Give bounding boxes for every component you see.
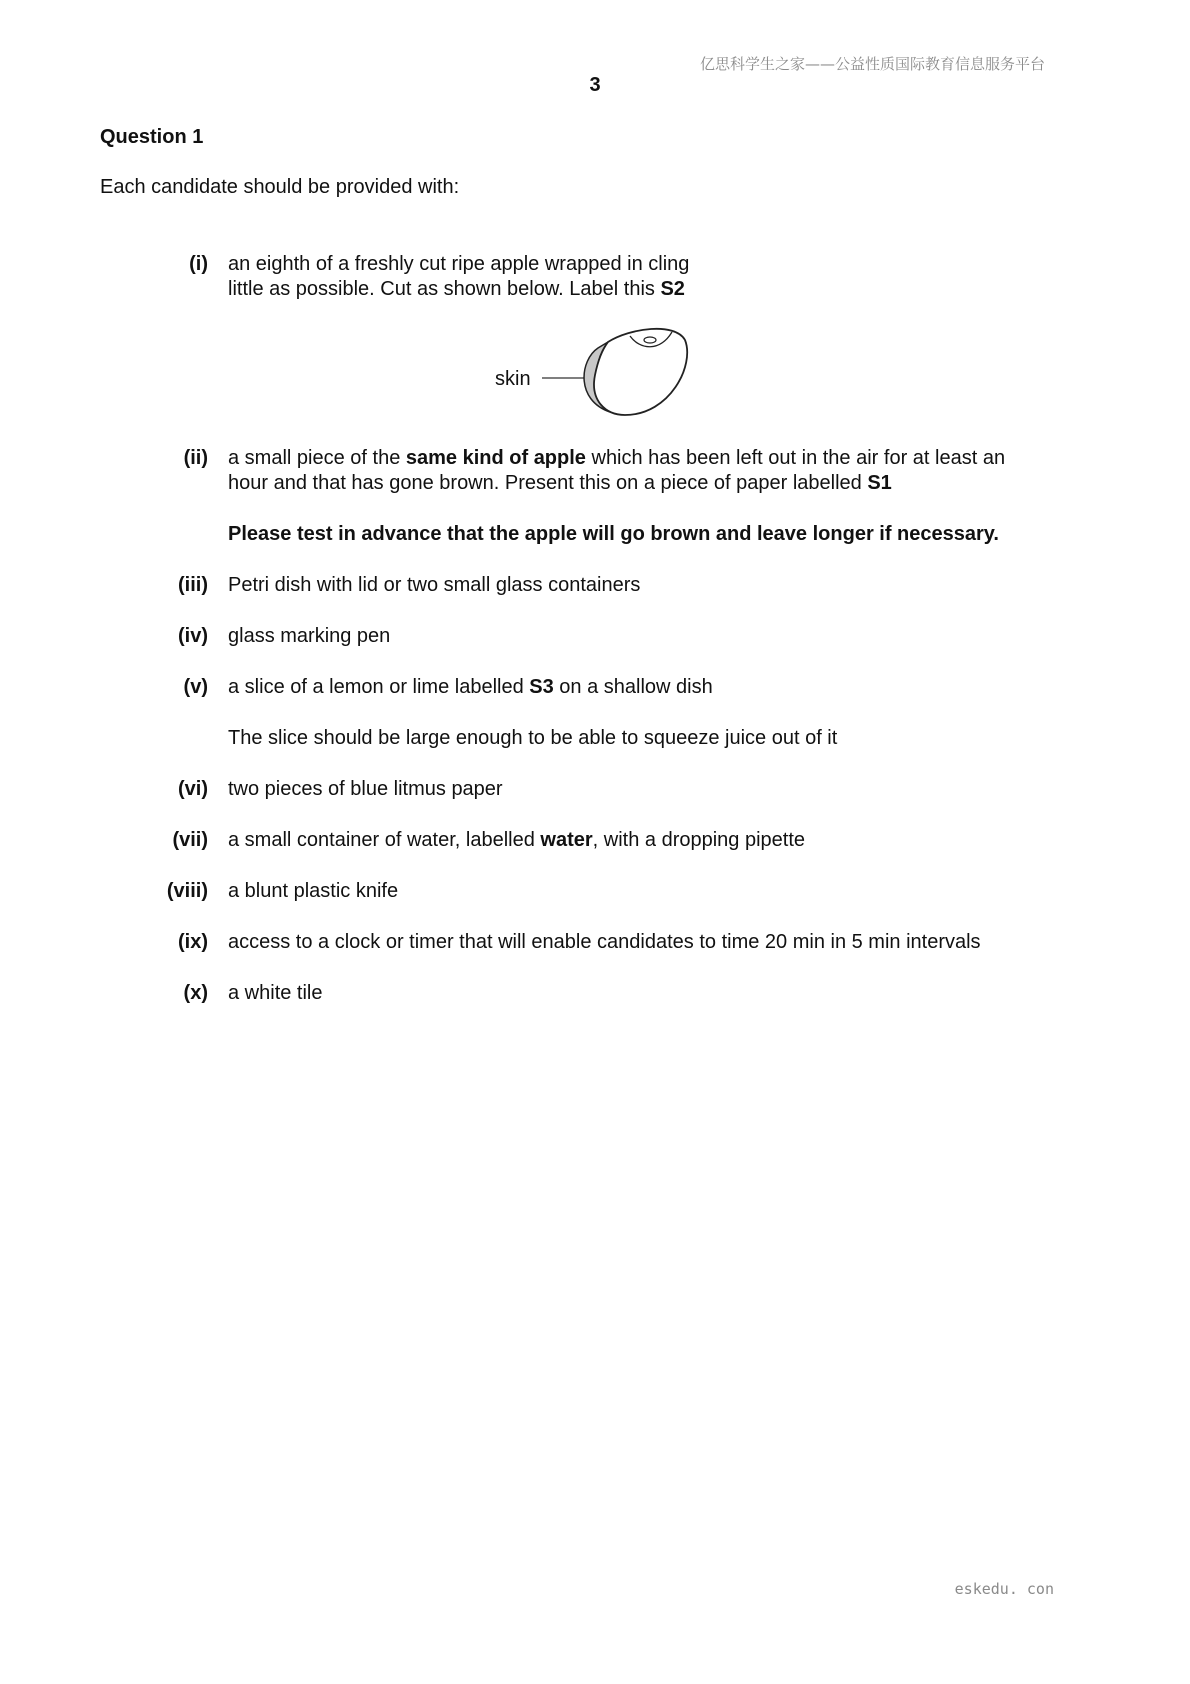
item-text-part: a small container of water, labelled	[228, 829, 541, 851]
page-number: 3	[589, 74, 601, 96]
item-text-bold: S2	[660, 278, 685, 300]
question-intro: Each candidate should be provided with:	[100, 176, 460, 198]
item-text: access to a clock or timer that will enable candidates to time 20 min in 5 min intervals	[228, 931, 981, 953]
item-number: (i)	[189, 253, 208, 275]
item-text	[228, 277, 1108, 302]
item-note: Please test in advance that the apple will go brown and leave longer if necessary.	[228, 523, 999, 545]
item-text-part: , with a dropping pipette	[592, 829, 806, 851]
item-number: (ix)	[178, 931, 208, 953]
item-text	[228, 471, 1108, 496]
list-item	[228, 252, 1108, 302]
item-text	[228, 675, 1108, 700]
item-text-part: a slice of a lemon or lime labelled	[228, 676, 530, 698]
item-text-part: on a shallow dish	[553, 676, 713, 698]
item-text-part: hour and that has gone brown. Present this on a piece of paper labelled	[228, 472, 868, 494]
item-number: (vi)	[178, 778, 208, 800]
apple-slice-diagram	[490, 320, 710, 420]
item-number: (ii)	[183, 447, 208, 469]
item-number: (vii)	[172, 829, 208, 851]
item-note: The slice should be large enough to be able to squeeze juice out of it	[228, 727, 838, 749]
item-number: (iii)	[178, 574, 208, 596]
question-title: Question 1	[100, 126, 204, 148]
item-text	[228, 446, 1108, 471]
item-text-bold: S3	[529, 676, 554, 698]
item-number: (v)	[183, 676, 208, 698]
item-text: glass marking pen	[228, 625, 391, 647]
item-text-part: which has been left out in the air for at least an	[585, 447, 1006, 469]
item-text: a blunt plastic knife	[228, 880, 399, 902]
item-text-part: a small piece of the	[228, 447, 406, 469]
item-number: (viii)	[166, 880, 208, 902]
item-text: an eighth of a freshly cut ripe apple wrapped in cling	[228, 253, 690, 275]
item-number: (iv)	[178, 625, 208, 647]
item-text	[228, 828, 1108, 853]
item-text-bold: same kind of apple	[405, 447, 586, 469]
list-item	[228, 675, 1108, 751]
item-text-bold: water	[540, 829, 593, 851]
item-text-part: little as possible. Cut as shown below. Label this	[228, 278, 661, 300]
item-text: Petri dish with lid or two small glass containers	[228, 574, 641, 596]
header-watermark: 亿思科学生之家——公益性质国际教育信息服务平台	[699, 55, 1045, 73]
apple-flesh	[594, 329, 687, 415]
item-number: (x)	[183, 982, 208, 1004]
item-text: a white tile	[228, 982, 323, 1004]
item-text-bold: S1	[867, 472, 892, 494]
figure-skin-label: skin	[495, 368, 531, 390]
list-item	[228, 446, 1108, 547]
footer-watermark: eskedu. con	[954, 1580, 1054, 1598]
item-text: two pieces of blue litmus paper	[228, 778, 503, 800]
